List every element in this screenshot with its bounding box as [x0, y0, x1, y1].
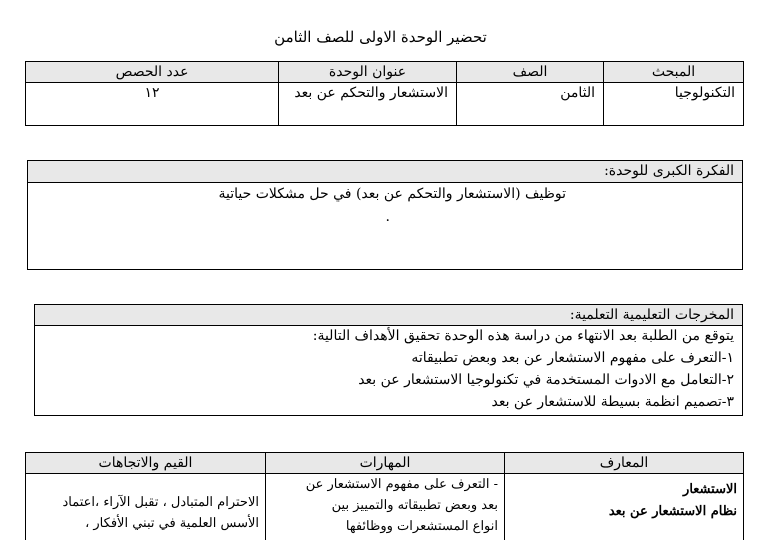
- big-idea-heading: الفكرة الكبرى للوحدة:: [28, 161, 742, 183]
- header-skills: المهارات: [266, 453, 505, 474]
- unit-info-table: [25, 61, 744, 126]
- outcome-item: ٢-التعامل مع الادوات المستخدمة في تكنولوجيا الاستشعار عن بعد: [358, 372, 734, 388]
- knowledge-cell: [505, 474, 744, 540]
- value-lesson-count: ١٢: [26, 83, 279, 126]
- knowledge-item: نظام الاستشعار عن بعد: [608, 504, 737, 519]
- values-cell: [26, 474, 266, 540]
- outcomes-heading: المخرجات التعليمية التعلمية:: [35, 305, 742, 326]
- header-lesson-count: عدد الحصص: [26, 62, 279, 83]
- header-subject: المبحث: [604, 62, 744, 83]
- outcome-item: ٣-تصميم انظمة بسيطة للاستشعار عن بعد: [491, 394, 734, 410]
- big-idea-box: [27, 160, 743, 270]
- big-idea-text: توظيف (الاستشعار والتحكم عن بعد) في حل مشكلات حياتية: [218, 186, 566, 202]
- outcome-item: ١-التعرف على مفهوم الاستشعار عن بعد وبعض تطبيقاته: [411, 350, 734, 366]
- unit-content-table: [25, 452, 744, 540]
- header-grade: الصف: [457, 62, 604, 83]
- header-knowledge: المعارف: [505, 453, 744, 474]
- big-idea-dot: .: [385, 209, 390, 225]
- knowledge-item: الاستشعار: [683, 482, 737, 497]
- header-unit-title: عنوان الوحدة: [279, 62, 457, 83]
- value-grade: الثامن: [457, 83, 604, 126]
- outcomes-box: [34, 304, 743, 416]
- value-unit-title: الاستشعار والتحكم عن بعد: [279, 83, 457, 126]
- skills-line: بعد وبعض تطبيقاته والتمييز بين: [331, 498, 498, 513]
- header-values: القيم والاتجاهات: [26, 453, 266, 474]
- outcomes-intro: يتوقع من الطلبة بعد الانتهاء من دراسة هذه الوحدة تحقيق الأهداف التالية:: [312, 328, 734, 344]
- values-line: الاحترام المتبادل ، تقبل الآراء ،اعتماد: [62, 495, 259, 510]
- value-subject: التكنولوجيا: [604, 83, 744, 126]
- skills-cell: [266, 474, 505, 540]
- skills-line: - التعرف على مفهوم الاستشعار عن: [305, 477, 498, 492]
- values-line: الأسس العلمية في تبني الأفكار ،: [85, 516, 259, 531]
- skills-line: انواع المستشعرات ووظائفها: [345, 519, 498, 534]
- page-title: تحضير الوحدة الاولى للصف الثامن: [274, 28, 487, 46]
